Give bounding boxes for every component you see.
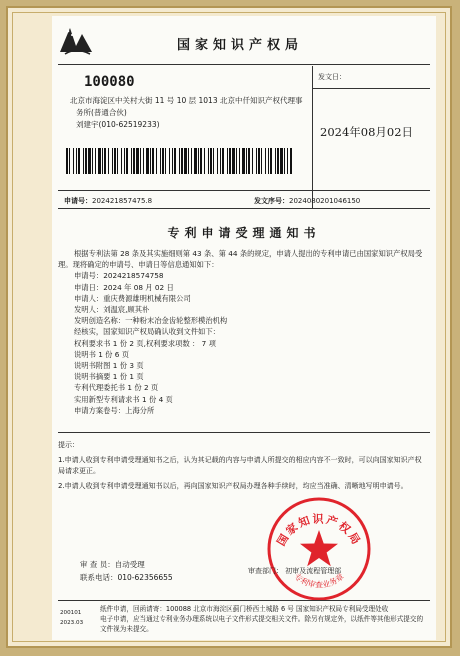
field-value: 一种粉末冶金齿轮整形模治机构 — [125, 316, 228, 326]
barcode-bar — [114, 148, 116, 174]
barcode-bar — [198, 148, 199, 174]
issue-date: 2024年08月02日 — [320, 125, 414, 139]
barcode-bar — [181, 148, 183, 174]
field-value: 2024218574758 — [103, 271, 164, 281]
barcode-bar — [204, 148, 205, 174]
barcode-bar — [112, 148, 113, 174]
barcode-bar — [66, 148, 68, 174]
footer-codes — [60, 608, 83, 628]
barcode-bar — [217, 148, 218, 174]
barcode-bar — [152, 148, 154, 174]
footer-rule — [58, 600, 430, 601]
field-row — [58, 270, 428, 281]
footer-line: 纸件申请，回函请寄：100088 北京市海淀区蓟门桥西土城路 6 号 国家知识产权局专利局受理处收 — [100, 605, 389, 613]
barcode-bar — [280, 148, 283, 174]
field-value: 刘温宸,顾其朴 — [103, 305, 150, 315]
application-number-row — [64, 196, 152, 206]
barcode-bar — [83, 148, 84, 174]
barcode-bar — [156, 148, 157, 174]
notice-body — [58, 248, 428, 416]
send-no-value: 2024080201046150 — [289, 197, 361, 205]
header-rule — [58, 64, 430, 65]
barcode-bar — [108, 148, 109, 174]
barcode-bar — [131, 148, 132, 174]
agency-title: 国家知识产权局 — [176, 38, 303, 53]
barcode-bar — [194, 148, 197, 174]
barcode-bar — [277, 148, 279, 174]
field-row — [58, 282, 428, 293]
barcode-bar — [165, 148, 166, 174]
barcode-bar — [78, 148, 80, 174]
document-item: 说明书摘要 1 份 1 页 — [74, 372, 144, 382]
barcode-bar — [160, 148, 161, 174]
issue-box — [312, 66, 430, 190]
numbers-rule-top — [58, 190, 430, 191]
barcode-bar — [88, 148, 91, 174]
seal-top-text: 国家知识产权局 — [274, 512, 364, 549]
field-label: 发明人： — [74, 305, 104, 315]
form-version: 2023.03 — [60, 620, 84, 626]
footer-text — [100, 604, 430, 634]
barcode-bar — [92, 148, 93, 174]
examiner-name: 审 查 员：自动受理 — [80, 560, 145, 569]
form-code: 200101 — [60, 610, 82, 616]
seal-bottom-text: 专利审查业务章 — [292, 571, 346, 590]
barcode-bar — [184, 148, 187, 174]
field-row — [58, 315, 428, 326]
barcode-bar — [268, 148, 269, 174]
barcode-bar — [256, 148, 257, 174]
cnipa-logo-icon — [56, 22, 96, 58]
barcode-bar — [258, 148, 260, 174]
issue-date-label: 发文日： — [318, 73, 346, 81]
barcode-bar — [220, 148, 221, 174]
barcode-bar — [136, 148, 139, 174]
address-line: 务所(普通合伙) — [76, 108, 127, 117]
barcode-bar — [275, 148, 276, 174]
barcode-bar — [104, 148, 106, 174]
barcode-bar — [102, 148, 103, 174]
barcode-bar — [117, 148, 118, 174]
barcode-bar — [162, 148, 164, 174]
field-value: 2024 年 08 月 02 日 — [103, 282, 174, 292]
send-no-label: 发文序号： — [254, 197, 289, 205]
barcode-bar — [265, 148, 266, 174]
notice-intro: 根据专利法第 28 条及其实施细则第 43 条、第 44 条的规定，申请人提出的专利申请已由国家知识产权局受理。现将确定的申请号、申请日等信息通知如下： — [58, 249, 423, 270]
barcode-bar — [284, 148, 285, 174]
barcode-bar — [290, 148, 292, 174]
barcode-bar — [200, 148, 202, 174]
department: 审查部门： 初审及流程管理部 — [248, 567, 342, 575]
barcode-bar — [150, 148, 151, 174]
field-label: 申请日： — [74, 282, 104, 292]
app-no-value: 202421857475.8 — [92, 197, 153, 205]
barcode-bar — [270, 148, 272, 174]
barcode-bar — [174, 148, 176, 174]
remark-item: 2.申请人收到专利申请受理通知书以后，再向国家知识产权局办理各种手续时，均应当准确、清晰地写明申请号。 — [58, 482, 408, 490]
barcode-bar — [236, 148, 237, 174]
barcode-bar — [287, 148, 288, 174]
examiner-phone: 联系电话：010-62356655 — [80, 573, 173, 582]
issue-rule — [312, 88, 430, 89]
field-row — [58, 304, 428, 315]
postcode: 100080 — [84, 74, 135, 90]
remarks-block — [58, 440, 428, 496]
field-row — [58, 326, 428, 337]
barcode-bar — [98, 148, 101, 174]
document-item: 实用新型专利请求书 1 份 4 页 — [74, 394, 173, 404]
barcode-bar — [95, 148, 96, 174]
field-label: 申请人： — [74, 293, 104, 303]
barcode-bar — [146, 148, 149, 174]
barcode-bar — [229, 148, 231, 174]
barcode-bar — [73, 148, 74, 174]
address-line: 北京市海淀区中关村大街 11 号 10 层 1013 北京中仟知识产权代理事 — [70, 96, 303, 105]
barcode-bar — [126, 148, 128, 174]
barcode-bar — [261, 148, 262, 174]
barcode-bar — [191, 148, 192, 174]
barcode-bar — [140, 148, 141, 174]
document-item: 说明书 1 份 6 页 — [74, 349, 130, 359]
footer-line: 电子申请，应当通过专利业务办理系统以电子文件形式提交相关文件。除另有规定外，以纸件等其他形式提交的 — [100, 615, 424, 623]
barcode-icon — [66, 148, 292, 174]
send-number-row — [254, 196, 360, 206]
barcode-bar — [239, 148, 240, 174]
document-item: 说明书附图 1 份 3 页 — [74, 361, 144, 371]
document-item: 专利代理委托书 1 份 2 页 — [74, 383, 159, 393]
barcode-bar — [248, 148, 250, 174]
remarks-heading: 提示： — [58, 441, 79, 449]
barcode-bar — [179, 148, 180, 174]
address-line: 刘建宇(010-62519233) — [76, 120, 160, 129]
barcode-bar — [227, 148, 228, 174]
barcode-bar — [188, 148, 189, 174]
barcode-bar — [76, 148, 77, 174]
field-label: 发明创造名称： — [74, 316, 126, 326]
field-label: 经核实，国家知识产权局确认收到文件如下： — [74, 327, 220, 337]
notice-title: 专利申请受理通知书 — [167, 226, 321, 240]
barcode-bar — [210, 148, 212, 174]
barcode-bar — [124, 148, 125, 174]
field-label: 申请号： — [74, 271, 104, 281]
document-item: 申请方案卷号：上海分所 — [74, 405, 155, 415]
barcode-bar — [172, 148, 173, 174]
official-seal-icon — [264, 494, 374, 604]
barcode-bar — [246, 148, 247, 174]
barcode-bar — [242, 148, 245, 174]
barcode-bar — [213, 148, 214, 174]
barcode-bar — [222, 148, 224, 174]
barcode-bar — [143, 148, 144, 174]
numbers-rule-bottom — [58, 208, 430, 209]
barcode-bar — [85, 148, 87, 174]
document-item: 权利要求书 1 份 2 页,权利要求项数 ： 7 项 — [74, 338, 216, 348]
barcode-bar — [133, 148, 135, 174]
barcode-bar — [121, 148, 122, 174]
barcode-bar — [232, 148, 235, 174]
barcode-bar — [252, 148, 253, 174]
field-row — [58, 293, 428, 304]
examiner-info — [80, 558, 173, 584]
app-no-label: 申请号： — [64, 197, 92, 205]
remark-item: 1.申请人收到专利申请受理通知书之后，认为其记载的内容与申请人所提交的相应内容不一致时，可以向国家知识产权局请求更正。 — [58, 456, 422, 475]
footer-line: 文件视为未提交。 — [100, 625, 153, 633]
barcode-bar — [169, 148, 170, 174]
recipient-address — [70, 95, 306, 131]
field-value: 重庆费源雄明机械有限公司 — [103, 293, 191, 303]
barcode-bar — [208, 148, 209, 174]
barcode-bar — [69, 148, 70, 174]
remarks-rule — [58, 432, 430, 433]
